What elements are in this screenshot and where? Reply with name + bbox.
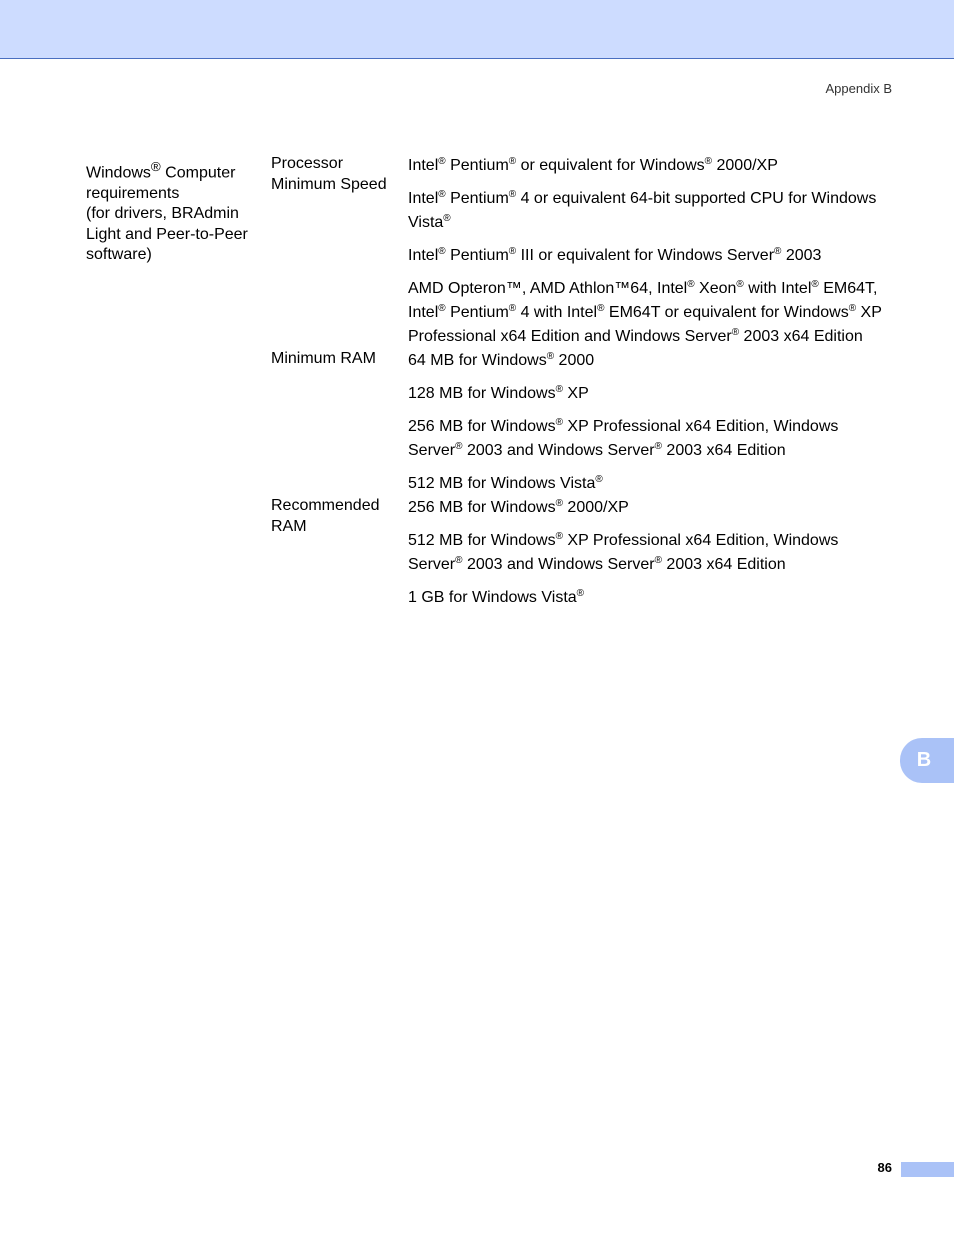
- registered-mark: ®: [555, 384, 563, 395]
- text-run: 2003: [781, 247, 822, 264]
- requirement-item: [408, 244, 886, 268]
- registered-mark: ®: [508, 303, 517, 314]
- text-run: III or equivalent for Windows Server: [516, 247, 775, 264]
- side-tab-letter: B: [916, 749, 932, 771]
- appendix-label: Appendix B: [825, 81, 892, 96]
- text-run: XP Professional x64 Edition and Windows Server: [408, 304, 882, 345]
- text-run: XP Professional x64 Edition, Windows Server: [408, 532, 839, 573]
- registered-mark: ®: [848, 303, 857, 314]
- text-run: 128 MB for Windows: [408, 385, 556, 402]
- registered-mark: ®: [150, 159, 161, 174]
- text-run: Xeon: [694, 280, 737, 297]
- text-run: Computer requirements: [86, 164, 236, 202]
- registered-mark: ®: [774, 246, 782, 257]
- text-run: Intel: [408, 190, 439, 207]
- text-run: 2003 and Windows Server: [462, 442, 655, 459]
- registered-mark: ®: [443, 213, 451, 224]
- registered-mark: ®: [438, 303, 446, 314]
- registered-mark: ®: [704, 156, 713, 167]
- registered-mark: ®: [595, 474, 603, 485]
- registered-mark: ®: [555, 498, 563, 509]
- registered-mark: ®: [438, 246, 446, 257]
- requirement-item: [408, 349, 886, 373]
- requirement-group: [271, 154, 886, 349]
- text-run: 256 MB for Windows: [408, 499, 556, 516]
- text-run: 4 or equivalent 64-bit supported CPU for Windows Vista: [408, 190, 877, 231]
- requirement-group-label: Recommended RAM: [271, 497, 380, 535]
- requirement-item: [408, 415, 886, 463]
- registered-mark: ®: [438, 156, 446, 167]
- text-run: 2003 x64 Edition: [739, 328, 863, 345]
- text-run: EM64T or equivalent for Windows: [604, 304, 849, 321]
- requirement-item: [408, 277, 886, 349]
- requirement-group-label: Minimum RAM: [271, 350, 376, 367]
- requirement-groups: [271, 154, 886, 610]
- text-run: EM64T, Intel: [408, 280, 878, 321]
- registered-mark: ®: [654, 555, 662, 566]
- text-run: Windows: [86, 164, 151, 182]
- registered-mark: ®: [508, 189, 517, 200]
- text-run: 1 GB for Windows Vista: [408, 589, 577, 606]
- text-run: or equivalent for Windows: [516, 157, 705, 174]
- text-run: (for drivers, BRAdmin Light and Peer-to-Peer software): [86, 205, 248, 264]
- text-run: Intel: [408, 157, 439, 174]
- text-run: XP Professional x64 Edition, Windows Server: [408, 418, 839, 459]
- page-number: 86: [877, 1160, 892, 1175]
- requirement-items: [408, 496, 886, 610]
- text-run: Pentium: [445, 190, 509, 207]
- text-run: 2003 x64 Edition: [661, 442, 786, 459]
- text-run: 4 with Intel: [516, 304, 598, 321]
- requirement-item: [408, 586, 886, 610]
- header-band: [0, 0, 954, 59]
- registered-mark: ®: [597, 303, 605, 314]
- section-label: [86, 157, 264, 266]
- appendix-side-tab[interactable]: [900, 738, 954, 783]
- text-run: 512 MB for Windows: [408, 532, 556, 549]
- text-run: Intel: [408, 247, 439, 264]
- text-run: 2000/XP: [712, 157, 778, 174]
- footer-bar: [901, 1162, 954, 1177]
- registered-mark: ®: [455, 555, 463, 566]
- text-run: with Intel: [743, 280, 812, 297]
- registered-mark: ®: [455, 441, 463, 452]
- registered-mark: ®: [438, 189, 446, 200]
- registered-mark: ®: [508, 156, 517, 167]
- text-run: 512 MB for Windows Vista: [408, 475, 596, 492]
- registered-mark: ®: [555, 417, 563, 428]
- requirement-item: [408, 529, 886, 577]
- registered-mark: ®: [576, 588, 585, 599]
- requirement-item: [408, 382, 886, 406]
- requirement-item: [408, 496, 886, 520]
- requirement-item: [408, 154, 886, 178]
- registered-mark: ®: [811, 279, 819, 290]
- requirement-item: [408, 187, 886, 235]
- requirement-item: [408, 472, 886, 496]
- registered-mark: ®: [687, 279, 695, 290]
- text-run: Pentium: [445, 247, 509, 264]
- registered-mark: ®: [654, 441, 662, 452]
- text-run: 2000: [554, 352, 595, 369]
- text-run: AMD Opteron™, AMD Athlon™64, Intel: [408, 280, 688, 297]
- registered-mark: ®: [731, 327, 740, 338]
- requirement-group: [271, 349, 886, 496]
- registered-mark: ®: [555, 531, 563, 542]
- requirement-group-label: Processor Minimum Speed: [271, 155, 387, 193]
- requirement-group: [271, 496, 886, 610]
- registered-mark: ®: [508, 246, 517, 257]
- text-run: 64 MB for Windows: [408, 352, 547, 369]
- text-run: 2003 and Windows Server: [462, 556, 655, 573]
- text-run: 256 MB for Windows: [408, 418, 556, 435]
- text-run: 2000/XP: [562, 499, 629, 516]
- text-run: XP: [562, 385, 589, 402]
- registered-mark: ®: [736, 279, 744, 290]
- text-run: Pentium: [445, 304, 509, 321]
- text-run: Pentium: [445, 157, 509, 174]
- requirement-items: [408, 349, 886, 496]
- registered-mark: ®: [546, 351, 555, 362]
- requirement-items: [408, 154, 886, 349]
- text-run: 2003 x64 Edition: [661, 556, 786, 573]
